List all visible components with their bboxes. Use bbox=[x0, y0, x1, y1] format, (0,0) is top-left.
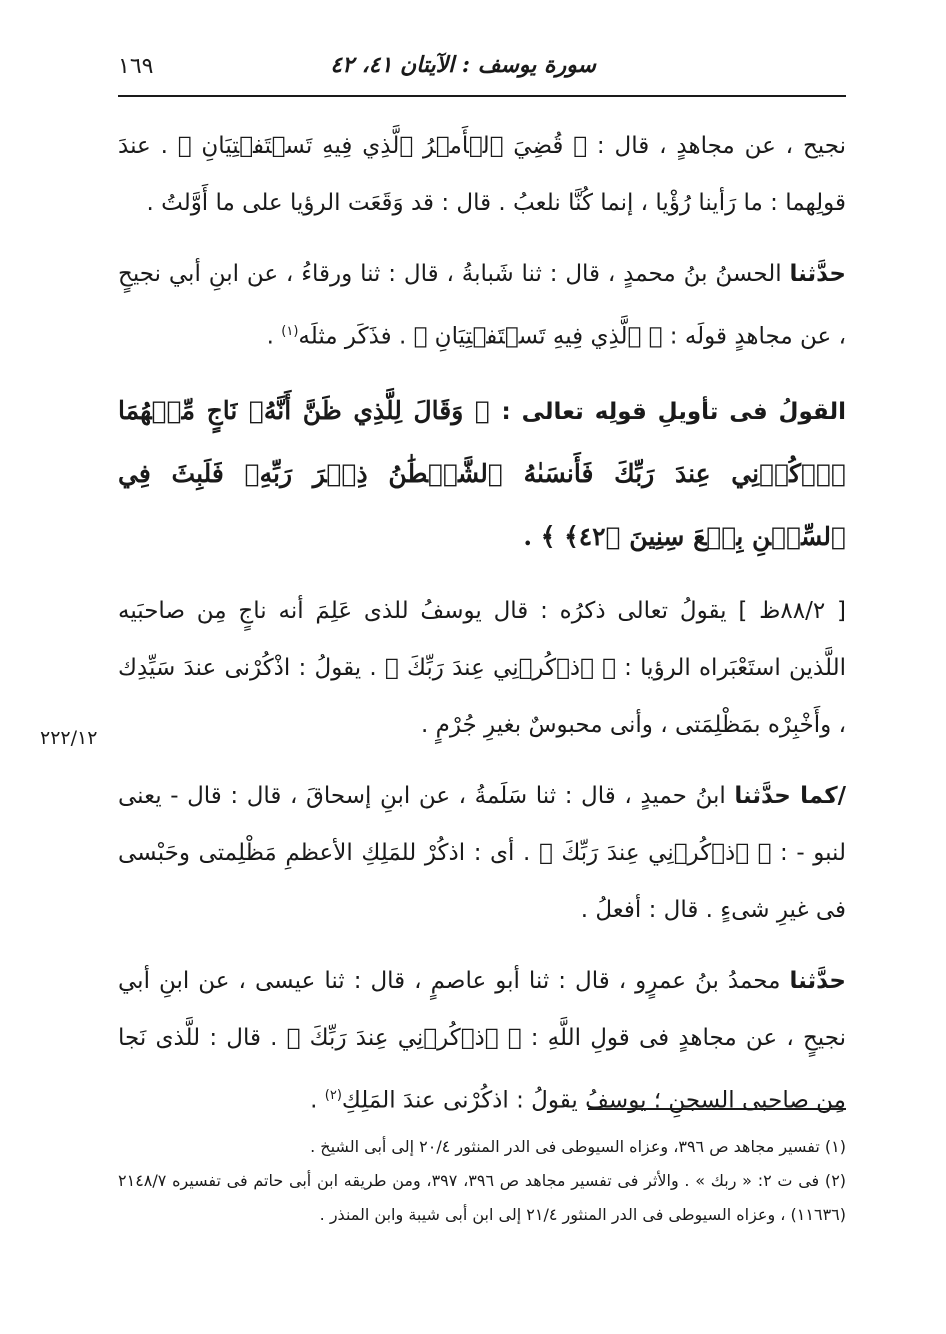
paragraph-2-end: . bbox=[266, 323, 282, 350]
footnote-ref-2: (٢) bbox=[324, 1087, 342, 1103]
paragraph-3-verse-heading bbox=[118, 380, 846, 569]
paragraph-6-end: . bbox=[310, 1087, 325, 1114]
paragraph-3-verse: ﴿ وَقَالَ لِلَّذِي ظَنَّ أَنَّهُۥ نَاجٍ مِّنۡهُمَا ٱذۡكُرۡنِي عِندَ رَبِّكَ فَأَنسَىٰهُ ٱلشَّيۡطَٰنُ ذِكۡرَ رَبِّهِۦ فَلَبِثَ فِي ٱلسِّجۡنِ بِضۡعَ سِنِينَ ﴿٤٢﴾ ﴾ . bbox=[118, 395, 846, 551]
paragraph-6 bbox=[118, 953, 846, 1130]
paragraph-6-text: محمدُ بنُ عمرٍو ، قال : ثنا أبو عاصمٍ ، قال : ثنا عيسى ، عن ابنِ أبي نجيحٍ ، عن مجاهدٍ فى قولِ اللَّهِ : ﴿ ٱذۡكُرۡنِي عِندَ رَبِّكَ ﴾ . قال : للَّذى نَجا مِن صاحبى السجنِ ؛ يوسفُ يقولُ : اذكُرْنى عندَ المَلِكِ bbox=[118, 967, 846, 1114]
paragraph-1-text: نجيح ، عن مجاهدٍ ، قال : ﴿ قُضِيَ ٱلۡأَمۡرُ ٱلَّذِي فِيهِ تَسۡتَفۡتِيَانِ ﴾ . عندَ قولِهما : ما رَأينا رُؤْيا ، إنما كُنَّا نلعبُ . قال : قد وَقَعَت الرؤيا على ما أَوَّلتُ . bbox=[118, 133, 846, 216]
page-number: ١٦٩ bbox=[118, 54, 154, 79]
footnote-ref-1: (١) bbox=[281, 324, 299, 339]
paragraph-5 bbox=[118, 768, 846, 939]
running-title: سورة يوسف : الآيتان ٤١، ٤٢ bbox=[330, 52, 596, 78]
paragraph-3-lead: القولُ فى تأويلِ قولِه تعالى : bbox=[501, 398, 846, 425]
paragraph-2-text: الحسنُ بنُ محمدٍ ، قال : ثنا شَبابةُ ، قال : ثنا ورقاءُ ، عن ابنِ أبي نجيحٍ ، عن مجاهدٍ قولَه : ﴿ ٱلَّذِي فِيهِ تَسۡتَفۡتِيَانِ ﴾ . فذَكَر مثلَه bbox=[118, 261, 846, 350]
footnote-1: (١) تفسير مجاهد ص ٣٩٦، وعزاه السيوطى فى الدر المنثور ٢٠/٤ إلى أبى الشيخ . bbox=[310, 1137, 846, 1156]
running-head bbox=[118, 52, 846, 92]
paragraph-4 bbox=[118, 583, 846, 754]
paragraph-2-lead: حدَّثنا bbox=[789, 261, 846, 287]
header-rule bbox=[118, 95, 846, 97]
main-text bbox=[118, 118, 846, 1143]
paragraph-4-text: [ ٨٨/٢ظ ] يقولُ تعالى ذكرُه : قال يوسفُ للذى عَلِمَ أنه ناجٍ مِن صاحبَيه اللَّذين استَعْبَراه الرؤيا : ﴿ ٱذۡكُرۡنِي عِندَ رَبِّكَ ﴾ . يقولُ : اذْكُرْنى عندَ سَيِّدِك ، وأَخْبِرْه بمَظْلِمَتى ، وأنى محبوسٌ بغيرِ جُرْمٍ . bbox=[118, 597, 846, 738]
paragraph-1 bbox=[118, 118, 846, 232]
footnote-rule bbox=[588, 1108, 846, 1110]
paragraph-6-lead: حدَّثنا bbox=[789, 967, 846, 994]
paragraph-2 bbox=[118, 246, 846, 366]
footnotes bbox=[118, 1130, 846, 1232]
margin-reference: ٢٢٢/١٢ bbox=[40, 727, 98, 749]
paragraph-5-lead: /كما حدَّثنا bbox=[734, 782, 846, 809]
footnote-2: (٢) فى ت ٢: « ربك » . والأثر فى تفسير مجاهد ص ٣٩٦، ٣٩٧، ومن طريقه ابن أبى حاتم فى تفسيره ٢١٤٨/٧ (١١٦٣٦) ، وعزاه السيوطى فى الدر المنثور ٢١/٤ إلى ابن أبى شيبة وابن المنذر . bbox=[118, 1171, 847, 1224]
paragraph-5-text: ابنُ حميدٍ ، قال : ثنا سَلَمةُ ، عن ابنِ إسحاقَ ، قال : قال - يعنى لنبو - : ﴿ ٱذۡكُرۡنِي عِندَ رَبِّكَ ﴾ . أى : اذكُرْ للمَلِكِ الأعظمِ مَظْلِمتى وحَبْسى فى غيرِ شىءٍ . قال : أفعلُ . bbox=[118, 782, 846, 923]
